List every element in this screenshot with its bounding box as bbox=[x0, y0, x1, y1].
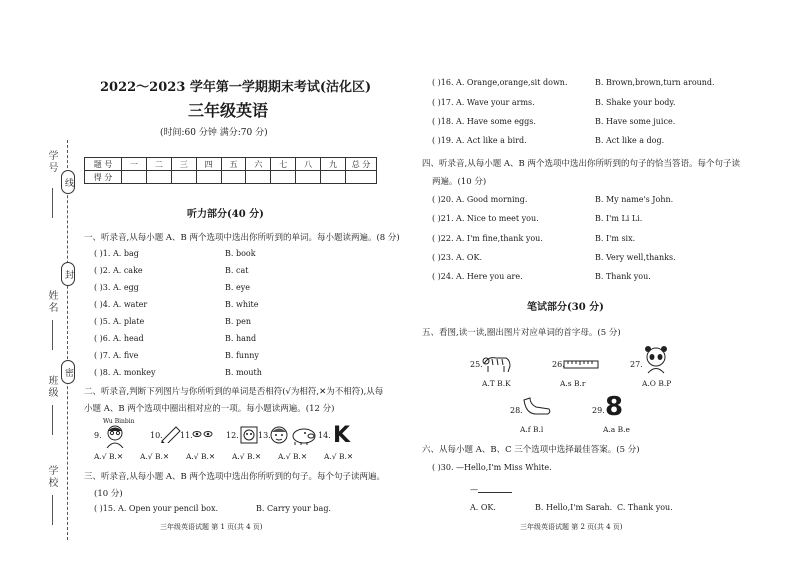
q30-answer-blank[interactable] bbox=[478, 492, 512, 493]
pig-icon bbox=[291, 425, 317, 445]
q14-choice[interactable]: A.√ B.✕ bbox=[324, 452, 354, 461]
score-cell: 八 bbox=[296, 158, 321, 171]
seal-mark-secret: 密 bbox=[61, 360, 75, 384]
q8-b: B. mouth bbox=[225, 368, 262, 377]
score-cell: 九 bbox=[321, 158, 346, 171]
score-cell: 总 分 bbox=[346, 158, 377, 171]
writing-heading: 笔试部分(30 分) bbox=[527, 302, 604, 313]
q30-stem: ( )30. —Hello,I'm Miss White. bbox=[432, 463, 552, 472]
q15-b: B. Carry your bag. bbox=[256, 504, 331, 513]
q13-num: 13. bbox=[258, 431, 271, 440]
score-cell: 六 bbox=[246, 158, 271, 171]
q6-a: ( )6. A. head bbox=[94, 334, 144, 343]
score-cell: 五 bbox=[221, 158, 246, 171]
q9-choice[interactable]: A.√ B.✕ bbox=[94, 452, 124, 461]
q27-options[interactable]: A.O B.P bbox=[642, 379, 672, 388]
score-input-cell[interactable] bbox=[271, 171, 296, 184]
q28-num: 28. bbox=[510, 406, 523, 415]
name-blank bbox=[52, 320, 54, 350]
q22-b: B. I'm six. bbox=[595, 234, 636, 243]
score-cell: 三 bbox=[171, 158, 196, 171]
binding-line bbox=[67, 140, 69, 540]
score-input-cell[interactable] bbox=[122, 171, 147, 184]
q15-a: ( )15. A. Open your pencil box. bbox=[94, 504, 219, 513]
q28-options[interactable]: A.f B.l bbox=[520, 425, 544, 434]
q5-b: B. pen bbox=[225, 317, 251, 326]
student-id-blank bbox=[52, 188, 54, 218]
sec5-title: 五、看图,读一读,圈出图片对应单词的首字母。(5 分) bbox=[422, 328, 621, 338]
exam-time-score: (时间:60 分钟 满分:70 分) bbox=[160, 128, 268, 138]
q8-a: ( )8. A. monkey bbox=[94, 368, 156, 377]
tiger-icon bbox=[482, 350, 512, 374]
sec1-title: 一、听录音,从每小题 A、B 两个选项中选出你所听到的单词。每小题读两遍。(8 分) bbox=[84, 233, 400, 243]
boy-icon bbox=[104, 424, 126, 448]
q19-a: ( )19. A. Act like a bird. bbox=[432, 136, 527, 145]
foot-icon bbox=[522, 396, 552, 418]
q21-b: B. I'm Li Li. bbox=[595, 214, 643, 223]
q18-b: B. Have some juice. bbox=[595, 117, 676, 126]
q25-options[interactable]: A.T B.K bbox=[482, 379, 511, 388]
q17-a: ( )17. A. Wave your arms. bbox=[432, 98, 535, 107]
q18-a: ( )18. A. Have some eggs. bbox=[432, 117, 536, 126]
q3-b: B. eye bbox=[225, 283, 250, 292]
digit-eight: 8 bbox=[605, 392, 624, 422]
sec6-title: 六、从每小题 A、B、C 三个选项中选择最佳答案。(5 分) bbox=[422, 445, 640, 455]
score-cell: 二 bbox=[146, 158, 171, 171]
q29-num: 29. bbox=[592, 406, 605, 415]
score-input-cell[interactable] bbox=[146, 171, 171, 184]
q1-b: B. book bbox=[225, 249, 256, 258]
side-label-school: 学校 bbox=[46, 465, 57, 489]
q11-num: 11. bbox=[180, 431, 193, 440]
q2-a: ( )2. A. cake bbox=[94, 266, 143, 275]
q30-option-a[interactable]: A. OK. bbox=[470, 503, 496, 512]
class-blank bbox=[52, 405, 54, 435]
q23-b: B. Very well,thanks. bbox=[595, 253, 676, 262]
q12-num: 12. bbox=[226, 431, 239, 440]
seal-mark-seal: 封 bbox=[61, 262, 75, 286]
q5-a: ( )5. A. plate bbox=[94, 317, 145, 326]
q30-option-c[interactable]: C. Thank you. bbox=[617, 503, 673, 512]
q10-choice[interactable]: A.√ B.✕ bbox=[140, 452, 170, 461]
q24-a: ( )24. A. Here you are. bbox=[432, 272, 523, 281]
sec3-line1: 三、听录音,从每小题 A、B 两个选项中选出你所听到的句子。每个句子读两遍。 bbox=[84, 472, 385, 482]
q4-b: B. white bbox=[225, 300, 259, 309]
seal-mark-line: 线 bbox=[61, 170, 75, 194]
q14-num: 14. bbox=[318, 431, 331, 440]
school-blank bbox=[52, 495, 54, 525]
side-label-name: 姓名 bbox=[46, 290, 57, 314]
q26-num: 26. bbox=[552, 360, 565, 369]
q17-b: B. Shake your body. bbox=[595, 98, 676, 107]
q2-b: B. cat bbox=[225, 266, 249, 275]
q21-a: ( )21. A. Nice to meet you. bbox=[432, 214, 539, 223]
q20-b: B. My name's John. bbox=[595, 195, 674, 204]
sec2-line1: 二、听录音,判断下列图片与你所听到的单词是否相符(√为相符,✕为不相符),从每 bbox=[84, 387, 384, 397]
q11-choice[interactable]: A.√ B.✕ bbox=[186, 452, 216, 461]
score-table bbox=[84, 157, 377, 184]
score-input-cell[interactable] bbox=[296, 171, 321, 184]
q23-a: ( )23. A. OK. bbox=[432, 253, 482, 262]
q30-option-b[interactable]: B. Hello,I'm Sarah. bbox=[535, 503, 613, 512]
q16-a: ( )16. A. Orange,orange,sit down. bbox=[432, 78, 568, 87]
q9-num: 9. bbox=[94, 431, 102, 440]
q1-a: ( )1. A. bag bbox=[94, 249, 139, 258]
q30-dash: — bbox=[470, 485, 478, 494]
exam-subject: 三年级英语 bbox=[188, 101, 269, 120]
panda-icon bbox=[643, 346, 669, 374]
score-input-cell[interactable] bbox=[346, 171, 377, 184]
sec4-line2: 两遍。(10 分) bbox=[432, 177, 487, 187]
sec2-line2: 小题 A、B 两个选项中圈出相对应的一项。每小题读两遍。(12 分) bbox=[84, 404, 335, 414]
sec3-line2: (10 分) bbox=[94, 489, 123, 499]
q4-a: ( )4. A. water bbox=[94, 300, 148, 309]
q26-options[interactable]: A.s B.r bbox=[560, 379, 586, 388]
letter-k: K bbox=[333, 423, 351, 448]
sec4-line1: 四、听录音,从每小题 A、B 两个选项中选出你所听到的句子的恰当答语。每个句子读 bbox=[422, 159, 740, 169]
score-cell: 得 分 bbox=[85, 171, 122, 184]
score-cell: 一 bbox=[122, 158, 147, 171]
score-input-cell[interactable] bbox=[221, 171, 246, 184]
q7-a: ( )7. A. five bbox=[94, 351, 139, 360]
q25-num: 25. bbox=[470, 360, 483, 369]
eyes-icon bbox=[192, 429, 214, 439]
q7-b: B. funny bbox=[225, 351, 259, 360]
score-input-cell[interactable] bbox=[321, 171, 346, 184]
q29-options[interactable]: A.a B.e bbox=[603, 425, 630, 434]
q22-a: ( )22. A. I'm fine,thank you. bbox=[432, 234, 543, 243]
q24-b: B. Thank you. bbox=[595, 272, 651, 281]
exam-title: 2022～2023 学年第一学期期末考试(沽化区) bbox=[100, 80, 372, 95]
score-cell: 七 bbox=[271, 158, 296, 171]
q16-b: B. Brown,brown,turn around. bbox=[595, 78, 715, 87]
q27-num: 27. bbox=[630, 360, 643, 369]
head-icon bbox=[238, 424, 260, 446]
footer-left: 三年级英语试题 第 1 页(共 4 页) bbox=[160, 523, 263, 531]
ruler-icon bbox=[563, 360, 599, 369]
q19-b: B. Act like a dog. bbox=[595, 136, 665, 145]
q10-num: 10. bbox=[150, 431, 163, 440]
score-input-cell[interactable] bbox=[171, 171, 196, 184]
score-table-header-row bbox=[85, 158, 377, 171]
footer-right: 三年级英语试题 第 2 页(共 4 页) bbox=[520, 523, 623, 531]
picture-caption: Wu Binbin bbox=[103, 418, 135, 425]
q3-a: ( )3. A. egg bbox=[94, 283, 139, 292]
score-cell: 四 bbox=[196, 158, 221, 171]
score-input-cell[interactable] bbox=[196, 171, 221, 184]
score-table-score-row bbox=[85, 171, 377, 184]
listening-heading: 听力部分(40 分) bbox=[187, 209, 264, 220]
side-label-class: 班级 bbox=[46, 375, 57, 399]
boy-face-icon bbox=[268, 424, 290, 446]
score-cell: 题 号 bbox=[85, 158, 122, 171]
q6-b: B. hand bbox=[225, 334, 257, 343]
pencil-icon bbox=[160, 425, 182, 443]
q12-choice[interactable]: A.√ B.✕ bbox=[232, 452, 262, 461]
q13-choice[interactable]: A.√ B.✕ bbox=[278, 452, 308, 461]
score-input-cell[interactable] bbox=[246, 171, 271, 184]
q20-a: ( )20. A. Good morning. bbox=[432, 195, 528, 204]
side-label-student-id: 学号 bbox=[46, 150, 57, 174]
